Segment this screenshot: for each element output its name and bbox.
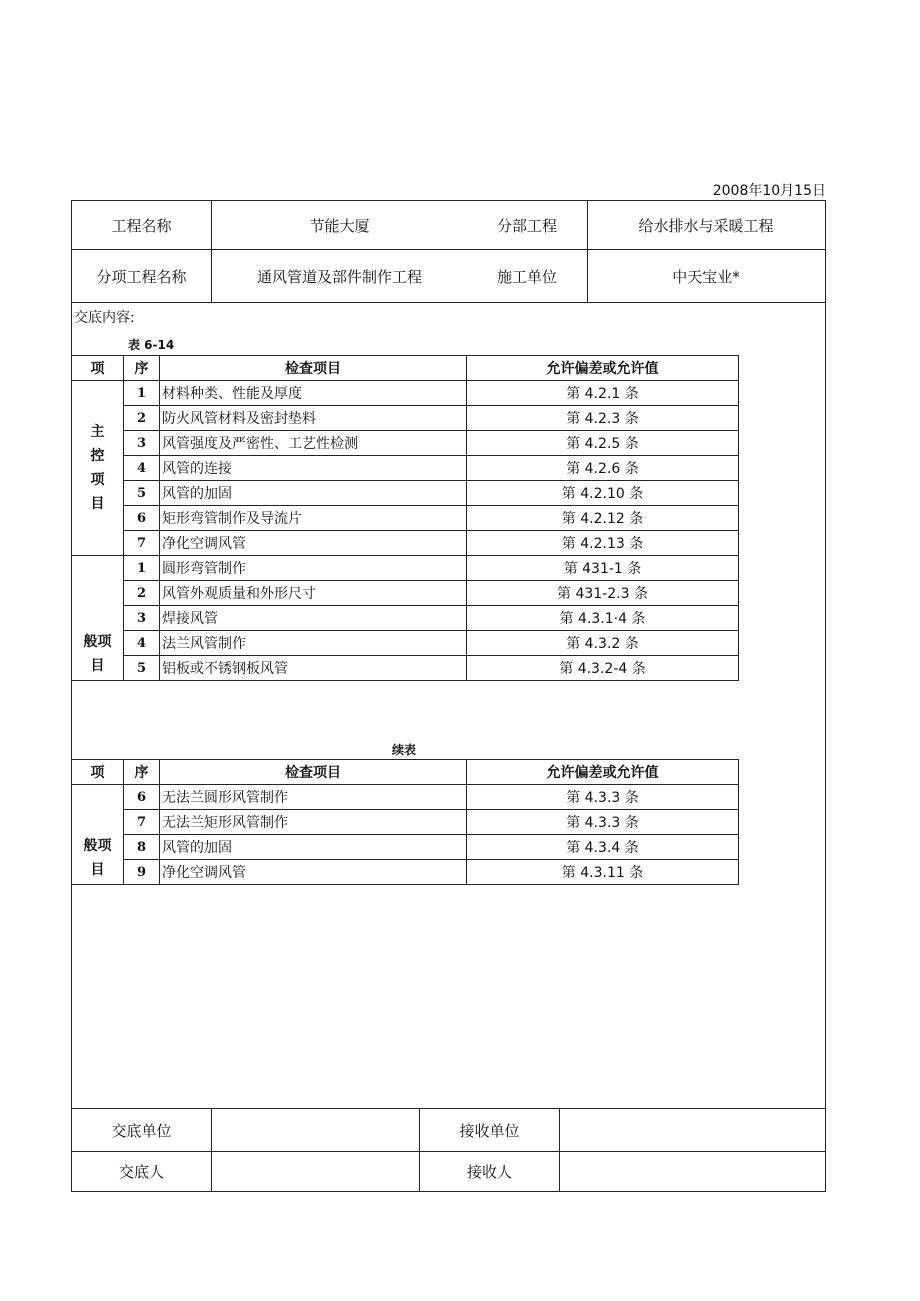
general-category: 般项 目: [72, 556, 124, 681]
row-seq: 1: [124, 381, 160, 406]
row-item: 圆形弯管制作: [160, 556, 467, 581]
table-row: [72, 656, 739, 681]
row-item: 法兰风管制作: [160, 631, 467, 656]
table-row: [72, 406, 739, 431]
row-item: 防火风管材料及密封垫料: [160, 406, 467, 431]
row-seq: 5: [124, 656, 160, 681]
table-row: [72, 381, 739, 406]
row-seq: 6: [124, 506, 160, 531]
table-row: [72, 481, 739, 506]
issuer-unit-label: 交底单位: [111, 1121, 172, 1140]
row-seq: 4: [124, 631, 160, 656]
table2-caption: 续表: [392, 743, 417, 757]
col-header-item: 检查项目: [160, 760, 467, 785]
row-value: 第 4.2.3 条: [467, 406, 739, 431]
table-row: [72, 835, 739, 860]
row-value: 第 4.2.10 条: [467, 481, 739, 506]
content-label: 交底内容:: [74, 310, 135, 326]
division-label: 分部工程: [496, 216, 557, 235]
row-item: 焊接风管: [160, 606, 467, 631]
row-value: 第 4.3.4 条: [467, 835, 739, 860]
col-header-seq: 序: [124, 760, 160, 785]
col-header-category: 项: [72, 356, 124, 381]
row-seq: 6: [124, 785, 160, 810]
col-header-allowance: 允许偏差或允许值: [467, 356, 739, 381]
receiver-field[interactable]: [560, 1152, 824, 1190]
row-item: 风管的加固: [160, 835, 467, 860]
col-header-category: 项: [72, 760, 124, 785]
row-item: 净化空调风管: [160, 531, 467, 556]
row-seq: 9: [124, 860, 160, 885]
row-value: 第 4.3.1·4 条: [467, 606, 739, 631]
table-row: [72, 810, 739, 835]
table1-header-row: [72, 356, 739, 381]
receiver-unit-label: 接收单位: [459, 1121, 520, 1140]
header-divider-2: [71, 302, 826, 303]
project-name-value: 节能大厦: [309, 216, 370, 235]
row-seq: 2: [124, 406, 160, 431]
table-row: [72, 606, 739, 631]
general-category: 般项 目: [72, 785, 124, 885]
subitem-label: 分项工程名称: [96, 267, 187, 286]
subitem-value: 通风管道及部件制作工程: [256, 267, 422, 286]
row-item: 净化空调风管: [160, 860, 467, 885]
row-value: 第 4.3.3 条: [467, 810, 739, 835]
row-seq: 5: [124, 481, 160, 506]
table-row: [72, 531, 739, 556]
row-seq: 2: [124, 581, 160, 606]
row-seq: 7: [124, 531, 160, 556]
inspection-table-1: [71, 355, 739, 681]
row-seq: 3: [124, 431, 160, 456]
receiver-unit-field[interactable]: [560, 1109, 824, 1151]
table-row: [72, 860, 739, 885]
issuer-unit-field[interactable]: [212, 1109, 419, 1151]
row-item: 风管强度及严密性、工艺性检测: [160, 431, 467, 456]
row-item: 无法兰圆形风管制作: [160, 785, 467, 810]
form-frame: [71, 200, 826, 1192]
col-header-item: 检查项目: [160, 356, 467, 381]
row-value: 第 4.2.5 条: [467, 431, 739, 456]
row-item: 材料种类、性能及厚度: [160, 381, 467, 406]
row-item: 矩形弯管制作及导流片: [160, 506, 467, 531]
table1-caption: 表 6-14: [128, 338, 175, 352]
row-value: 第 4.2.6 条: [467, 456, 739, 481]
inspection-table-2: [71, 759, 739, 885]
table-row: [72, 456, 739, 481]
row-value: 第 431-2.3 条: [467, 581, 739, 606]
row-item: 风管外观质量和外形尺寸: [160, 581, 467, 606]
row-seq: 4: [124, 456, 160, 481]
row-item: 无法兰矩形风管制作: [160, 810, 467, 835]
row-value: 第 4.3.3 条: [467, 785, 739, 810]
row-value: 第 431-1 条: [467, 556, 739, 581]
issuer-field[interactable]: [212, 1152, 419, 1190]
row-seq: 3: [124, 606, 160, 631]
receiver-label: 接收人: [466, 1162, 512, 1181]
main-control-category: 主 控 项 目: [72, 381, 124, 556]
issuer-label: 交底人: [118, 1162, 164, 1181]
row-seq: 1: [124, 556, 160, 581]
date: 2008年10月15日: [712, 183, 826, 199]
col-header-allowance: 允许偏差或允许值: [467, 760, 739, 785]
row-item: 风管的连接: [160, 456, 467, 481]
contractor-label: 施工单位: [496, 267, 557, 286]
table-row: [72, 506, 739, 531]
row-item: 铝板或不锈钢板风管: [160, 656, 467, 681]
contractor-value: 中天宝业*: [672, 267, 740, 286]
row-value: 第 4.2.12 条: [467, 506, 739, 531]
table-row: [72, 431, 739, 456]
row-item: 风管的加固: [160, 481, 467, 506]
project-name-label: 工程名称: [111, 216, 172, 235]
row-seq: 8: [124, 835, 160, 860]
table-row: [72, 581, 739, 606]
table-row: [72, 785, 739, 810]
row-value: 第 4.3.2 条: [467, 631, 739, 656]
col-header-seq: 序: [124, 356, 160, 381]
row-seq: 7: [124, 810, 160, 835]
row-value: 第 4.2.1 条: [467, 381, 739, 406]
table-row: [72, 631, 739, 656]
row-value: 第 4.2.13 条: [467, 531, 739, 556]
division-value: 给水排水与采暖工程: [638, 216, 774, 235]
table2-header-row: [72, 760, 739, 785]
table-row: [72, 556, 739, 581]
row-value: 第 4.3.11 条: [467, 860, 739, 885]
row-value: 第 4.3.2-4 条: [467, 656, 739, 681]
